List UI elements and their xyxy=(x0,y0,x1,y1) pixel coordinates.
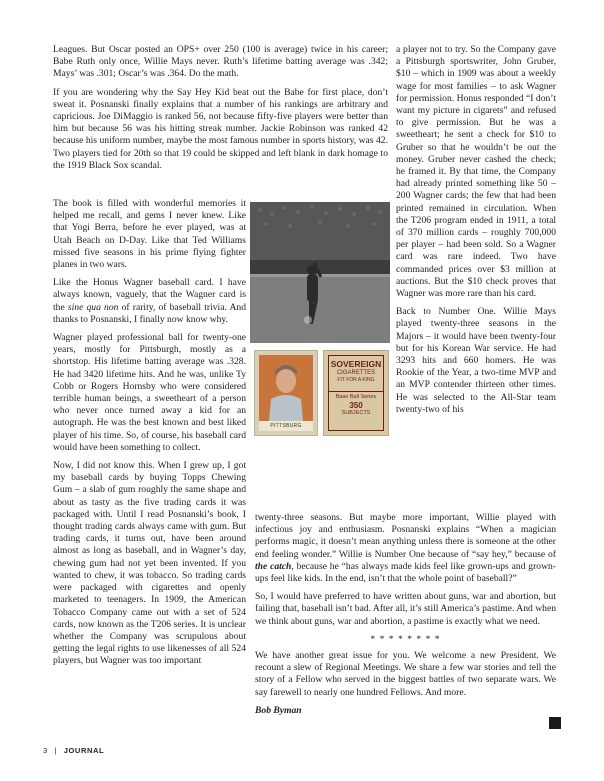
sovereign-card-back xyxy=(323,350,389,436)
card-back-product: CIGARETTES xyxy=(336,370,376,376)
paragraph-willie-mays: Back to Number One. Willie Mays played twenty-three seasons in the Majors – it would have been twenty-four but for his Korean War service. He had 3293 hits and 660 homers. He was Rookie of the Year, a two-time MVP and an MVP contender thirteen other times. He was selected to the All-Star team twenty-two of his xyxy=(396,306,556,415)
right-column xyxy=(396,44,556,416)
wide-text-block xyxy=(255,512,556,717)
card-back-brand: SOVEREIGN xyxy=(330,359,382,369)
wagner-card-caption: PITTSBURG xyxy=(270,423,302,429)
paragraph-pastime: So, I would have preferred to have written about guns, war and abortion, but failing that, baseball isn’t bad. After all, it’s still America’s pastime. And when we think about guns, war and abortion, a pastime is exactly what we need. xyxy=(255,591,556,627)
intro-text-block xyxy=(53,44,388,172)
page-footer xyxy=(43,746,104,755)
the-catch-photo xyxy=(250,202,390,343)
paragraph-wagner-career: Wagner played professional ball for twenty-one years, mostly for Pittsburgh, mostly as a shortstop. His lifetime batting average was .328. He had 3420 lifetime hits. And he was, unlike Ty Cobb or Rogers Hornsby who were considered terrible human beings, a sweetheart of a person who never once turned away a kid for an autograph. He was the best known and best liked player of his time. So, of course, his baseball card would have been something to collect. xyxy=(53,332,246,453)
honus-wagner-card xyxy=(254,350,318,436)
card-back-count: 350 xyxy=(349,401,363,410)
end-of-article-mark xyxy=(549,717,561,729)
card-back-subjects: SUBJECTS xyxy=(341,410,371,416)
card-back-series: Base Ball Series xyxy=(329,391,383,400)
paragraph-oscar-stats: Leagues. But Oscar posted an OPS+ over 250 (100 is average) twice in his career; Babe Ruth only once, Willie Mays never. Ruth’s lifetime batting average was .342; Mays’ was .301; Oscar’s was .364. Do the math. xyxy=(53,44,388,80)
paragraph-rankings-arbitrary: If you are wondering why the Say Hey Kid beat out the Babe for first place, don’t sweat it. Posnanski finally explains that a number of his rankings are arbitrary and capricious. Joe DiMaggio is ranked 56, not because fifty-five players were better than him but because 56 was his hitting streak number. Jackie Robinson was ranked 42 because his uniform number, maybe the most famous number in sports history, was 42. Two players tied for 20th so that 19 could be skipped and left blank in dark homage to the 1919 Black Sox scandal. xyxy=(53,86,388,171)
left-column xyxy=(53,198,246,668)
paragraph-issue-intro: We have another great issue for you. We welcome a new President. We recount a slew of Regional Meetings. We share a few war stories and tell the story of a Fellow who served in the biggest battles of two separate wars. We say farewell to nearly one hundred Fellows. And more. xyxy=(255,650,556,698)
paragraph-book-memories: The book is filled with wonderful memories it helped me recall, and gems I never knew. Like that Yogi Berra, before he ever played, was at Utah Beach on D-Day. Like that Ted Williams missed five seasons in his prime flying fighter planes in two wars. xyxy=(53,198,246,271)
author-signature: Bob Byman xyxy=(255,704,302,716)
paragraph-gruber-check: a player not to try. So the Company gave a Pittsburgh sportswriter, John Gruber, $10 – which in 1909 was about a weekly wage for most families – to ask Wagner for permission. Honus responded “I don’t want my picture in cigarets” and refused to give permission. But he was a sweetheart; he sent a check for $10 to Gruber so that he wouldn’t be out the money. Gruber never cashed the check; he framed it. By that time, the Company had already printed something like 50 – 200 Wagner cards; the few that had been printed remained in circulation. When the T206 program ended in 1911, a total of 370 million cards – roughly 700,000 per player – had been sold. So a Wagner card was rare indeed. Two have commanded prices over $3 million at auctions. But the $10 check proves that Wagner was more rare than his card. xyxy=(396,44,556,300)
wagner-cards-photo xyxy=(250,348,390,436)
section-separator: * * * * * * * * xyxy=(370,633,441,645)
paragraph-trading-cards: Now, I did not know this. When I grew up, I got my baseball cards by buying Topps Chewing Gum – a slab of gum roughly the same shape and about as tasty as the five trading cards it was packaged with. Until I read Posnanski’s book, I thought trading cards always came with gum. But trading cards, it turns out, have been around almost as long as baseball, and in Wagner’s day, chewing gum had not yet been invented. If you wanted to chew, it was tobacco. So trading cards were packaged with cigarettes and openly marketed to teenagers. In 1909, the American Tobacco Company came out with a set of 524 cards, now known as the T206 series. It is unclear whether the Company was scrupulous about getting the legal rights to use likenesses of all 524 players, but Wagner was too important xyxy=(53,460,246,667)
publication-name: JOURNAL xyxy=(63,746,105,755)
paragraph-mays-joy: twenty-three seasons. But maybe more important, Willie played with infectious joy and enthusiasm. Posnanski explains “When a magician performs magic, it doesn’t mean anything unless there is someone at the other end feeling wonder.” Willie is Number One because of “say hey,” because of the catch, because he “has always made kids feel like grown-ups and grown-ups feel like kids. In the end, isn’t that the whole point of baseball?” xyxy=(255,512,556,585)
paragraph-wagner-card-intro: Like the Honus Wagner baseball card. I have always known, vaguely, that the Wagner card is the sine qua non of rarity, of baseball trivia. And thanks to Posnanski, I finally now know why. xyxy=(53,277,246,325)
card-back-slogan: FIT FOR A KING xyxy=(337,377,375,383)
page-number: 3 xyxy=(43,746,48,755)
footer-divider: | xyxy=(54,746,58,755)
the-catch-illustration xyxy=(250,202,390,343)
